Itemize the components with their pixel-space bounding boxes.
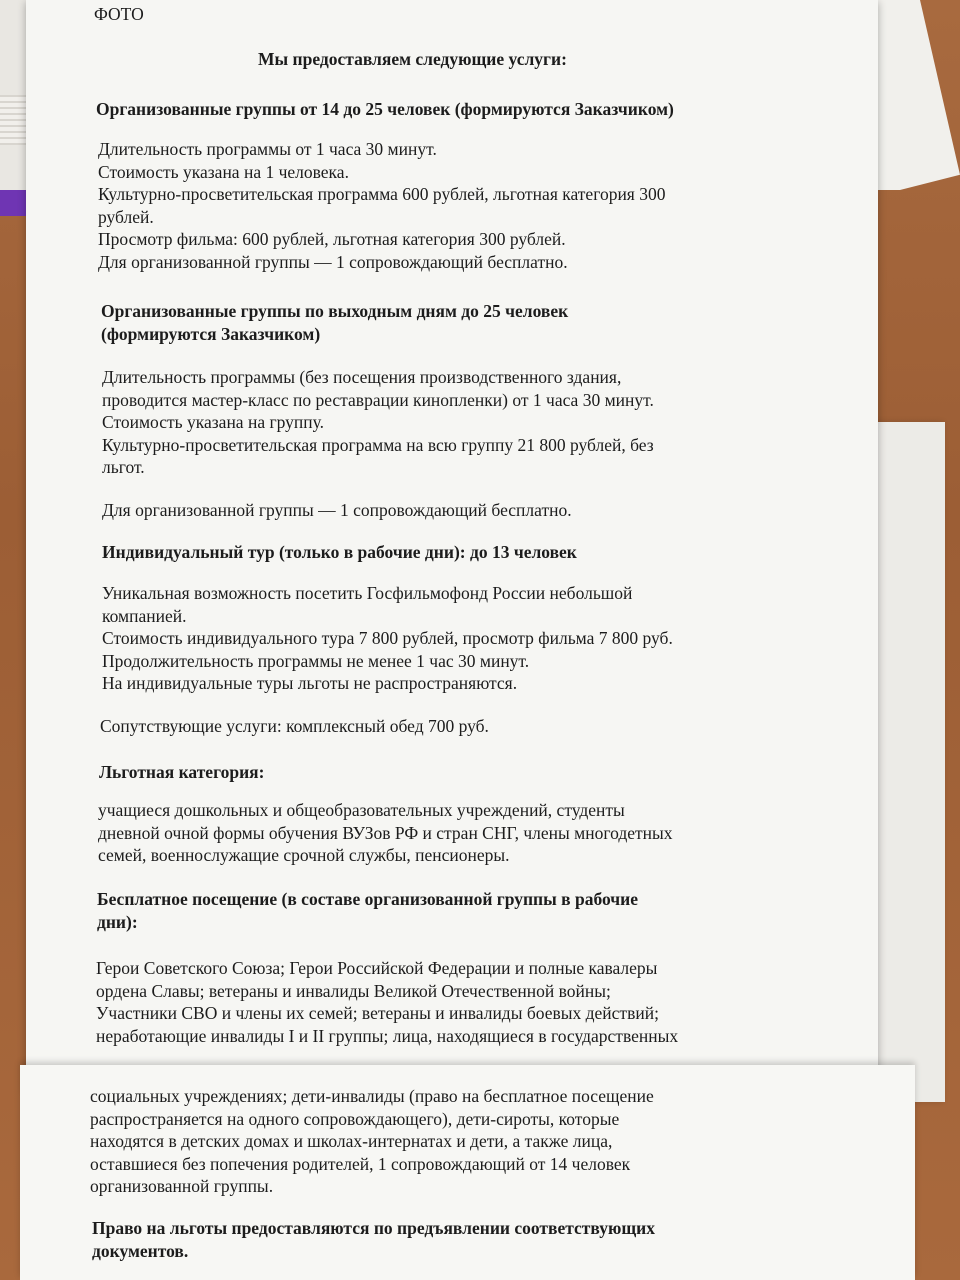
section2-line: Культурно-просветительская программа на всю группу 21 800 рублей, без — [102, 434, 654, 455]
section4-heading: Льготная категория: — [99, 762, 265, 782]
section3-line: На индивидуальные туры льготы не распространяются. — [102, 673, 518, 693]
section5-continued-line: находятся в детских домах и школах-интернатах и дети, а также лица, — [90, 1131, 613, 1151]
section2-line: проводится мастер-класс по реставрации кинопленки) от 1 часа 30 минут. — [102, 389, 654, 410]
final-note-line: документов. — [92, 1240, 189, 1261]
section2-line: льгот. — [102, 457, 145, 477]
section5-heading-line: Бесплатное посещение (в составе организованной группы в рабочие — [97, 889, 639, 909]
section2-escort-line: Для организованной группы — 1 сопровождающий бесплатно. — [102, 500, 572, 520]
section5-line: Участники СВО и члены их семей; ветераны и инвалиды боевых действий; — [96, 1003, 659, 1023]
section4-line: семей, военнослужащие срочной службы, пенсионеры. — [98, 845, 510, 865]
section5-heading-line: дни): — [97, 911, 138, 932]
document-title: Мы предоставляем следующие услуги: — [258, 49, 567, 69]
section1-line: Культурно-просветительская программа 600 рублей, льготная категория 300 — [98, 184, 666, 204]
section3-line: Уникальная возможность посетить Госфильмофонд России небольшой — [102, 583, 633, 603]
section1-heading: Организованные группы от 14 до 25 человек (формируются Заказчиком) — [96, 99, 674, 119]
section4-line: дневной очной формы обучения ВУЗов РФ и стран СНГ, члены многодетных — [98, 822, 673, 843]
section5-body — [96, 957, 678, 1047]
section4-body — [98, 799, 673, 867]
section2-heading-line: (формируются Заказчиком) — [101, 323, 321, 344]
section1-line: Для организованной группы — 1 сопровождающий бесплатно. — [98, 251, 568, 272]
section1-line: Длительность программы от 1 часа 30 минут. — [98, 139, 437, 159]
section5-continued-body — [90, 1085, 654, 1198]
header-label: ФОТО — [94, 4, 144, 24]
section1-line: рублей. — [98, 206, 154, 227]
section5-line: неработающие инвалиды I и II группы; лица, находящиеся в государственных — [96, 1025, 679, 1046]
final-note — [92, 1217, 655, 1262]
section2-heading-line: Организованные группы по выходным дням до 25 человек — [101, 301, 569, 321]
section5-heading — [97, 888, 638, 933]
document-sheet-lower — [20, 1065, 915, 1280]
section5-continued-line: оставшиеся без попечения родителей, 1 сопровождающий от 14 человек — [90, 1153, 631, 1174]
section5-line: Герои Советского Союза; Герои Российской Федерации и полные кавалеры — [96, 958, 658, 978]
section3-line: Стоимость индивидуального тура 7 800 рублей, просмотр фильма 7 800 руб. — [102, 628, 673, 648]
section2-body — [102, 366, 654, 479]
final-note-line: Право на льготы предоставляются по предъявлении соответствующих — [92, 1218, 655, 1238]
section3-body — [102, 582, 673, 695]
section1-line: Стоимость указана на 1 человека. — [98, 161, 349, 182]
section5-continued-line: распространяется на одного сопровождающего), дети-сироты, которые — [90, 1108, 620, 1129]
section2-line: Стоимость указана на группу. — [102, 412, 325, 432]
section3-heading: Индивидуальный тур (только в рабочие дни): до 13 человек — [102, 542, 577, 562]
section2-line: Длительность программы (без посещения производственного здания, — [102, 367, 622, 387]
section1-body — [98, 138, 666, 273]
section2-heading — [101, 300, 568, 345]
section5-continued-line: организованной группы. — [90, 1176, 274, 1196]
section3-line: компанией. — [102, 605, 187, 626]
section3-line: Продолжительность программы не менее 1 час 30 минут. — [102, 650, 530, 671]
extra-services-line: Сопутствующие услуги: комплексный обед 700 руб. — [100, 716, 489, 736]
section5-line: ордена Славы; ветераны и инвалиды Великой Отечественной войны; — [96, 980, 611, 1001]
document-sheet-main — [26, 0, 878, 1090]
section1-line: Просмотр фильма: 600 рублей, льготная категория 300 рублей. — [98, 229, 566, 249]
section5-continued-line: социальных учреждениях; дети-инвалиды (право на бесплатное посещение — [90, 1086, 654, 1106]
section4-line: учащиеся дошкольных и общеобразовательных учреждений, студенты — [98, 800, 625, 820]
